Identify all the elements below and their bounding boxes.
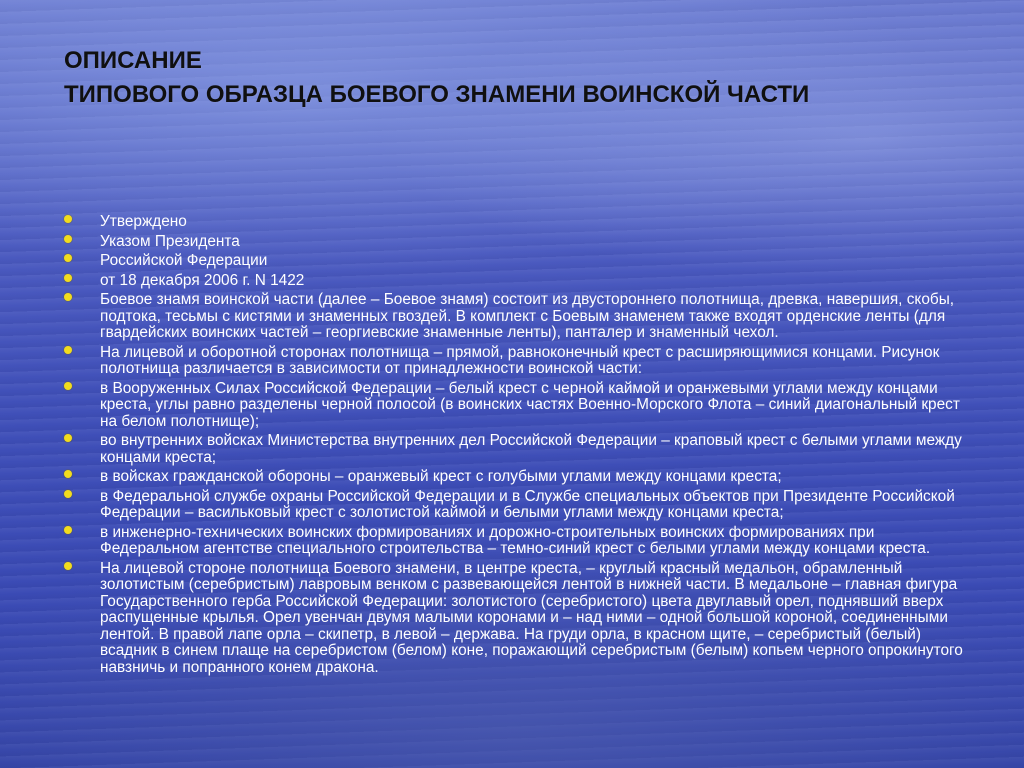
bullet-icon — [64, 526, 72, 534]
list-item — [64, 525, 974, 558]
list-item-text: На лицевой и оборотной сторонах полотнища – прямой, равноконечный крест с расширяющимися концами. Рисунок полотнища различается в зависимости от принадлежности воинской части: — [100, 343, 940, 377]
list-item — [64, 292, 974, 342]
title-line-2: ТИПОВОГО ОБРАЗЦА БОЕВОГО ЗНАМЕНИ ВОИНСКОЙ ЧАСТИ — [64, 81, 810, 108]
list-item-text: Указом Президента — [100, 232, 240, 250]
slide-title — [64, 44, 984, 112]
list-item — [64, 381, 974, 431]
list-item — [64, 489, 974, 522]
list-item — [64, 433, 974, 466]
list-item-text: от 18 декабря 2006 г. N 1422 — [100, 271, 305, 289]
bullet-list — [64, 214, 974, 679]
bullet-icon — [64, 562, 72, 570]
list-item — [64, 253, 974, 270]
list-item — [64, 469, 974, 486]
list-item-text: Боевое знамя воинской части (далее – Боевое знамя) состоит из двустороннего полотнища, древка, навершия, скобы, подтока, тесьмы с кистями и знаменных гвоздей. В комплект с Боевым знаменем также входят орденские ленты (для гвардейских воинских частей – георгиевские знаменные ленты), панталер и знаменный чехол. — [100, 291, 955, 341]
bullet-icon — [64, 254, 72, 262]
list-item-text: в войсках гражданской обороны – оранжевый крест с голубыми углами между концами креста; — [100, 468, 782, 485]
list-item-text: в Вооруженных Силах Российской Федерации – белый крест с черной каймой и оранжевыми углами между концами креста, углы равно разделены черной полосой (в воинских частях Военно-Морского Флота – синий диагональный крест на белом полотнище); — [100, 379, 960, 430]
bullet-icon — [64, 434, 72, 442]
list-item-text: Российской Федерации — [100, 252, 268, 269]
bullet-icon — [64, 346, 72, 354]
bullet-icon — [64, 215, 72, 223]
list-item-text: в Федеральной службе охраны Российской Федерации и в Службе специальных объектов при Президенте Российской Федерации – васильковый крест с золотистой каймой и белыми углами между концами креста; — [100, 487, 955, 521]
bullet-icon — [64, 382, 72, 390]
bullet-icon — [64, 293, 72, 301]
bullet-icon — [64, 235, 72, 243]
list-item — [64, 234, 974, 251]
title-line-1: ОПИСАНИЕ — [64, 47, 202, 74]
list-item-text: Утверждено — [100, 213, 187, 230]
bullet-icon — [64, 274, 72, 282]
bullet-icon — [64, 470, 72, 478]
list-item-text: во внутренних войсках Министерства внутренних дел Российской Федерации – краповый крест с белыми углами между концами креста; — [100, 432, 962, 466]
list-item — [64, 273, 974, 290]
list-item — [64, 345, 974, 378]
list-item — [64, 214, 974, 231]
list-item-text: На лицевой стороне полотнища Боевого знамени, в центре креста, – круглый красный медальон, обрамленный золотистым (серебристым) лавровым венком с развевающейся лентой в нижней части. В медальоне – главная фигура Государственного герба Российской Федерации: золотистого (серебристого) цвета двуглавый орел, поднявший вверх распущенные крылья. Орел увенчан двумя малыми коронами и – над ними – одной большой короной, соединенными лентой. В правой лапе орла – скипетр, в левой – держава. На груди орла, в красном щите, – серебристый (белый) всадник в синем плаще на серебристом (белом) коне, поражающий серебристым (белым) копьем черного опрокинутого навзничь и попранного конем дракона. — [100, 559, 963, 676]
list-item — [64, 561, 974, 677]
bullet-icon — [64, 490, 72, 498]
list-item-text: в инженерно-технических воинских формированиях и дорожно-строительных воинских формированиях при Федеральном агентстве специального строительства – темно-синий крест с белыми углами между концами креста. — [100, 523, 931, 557]
